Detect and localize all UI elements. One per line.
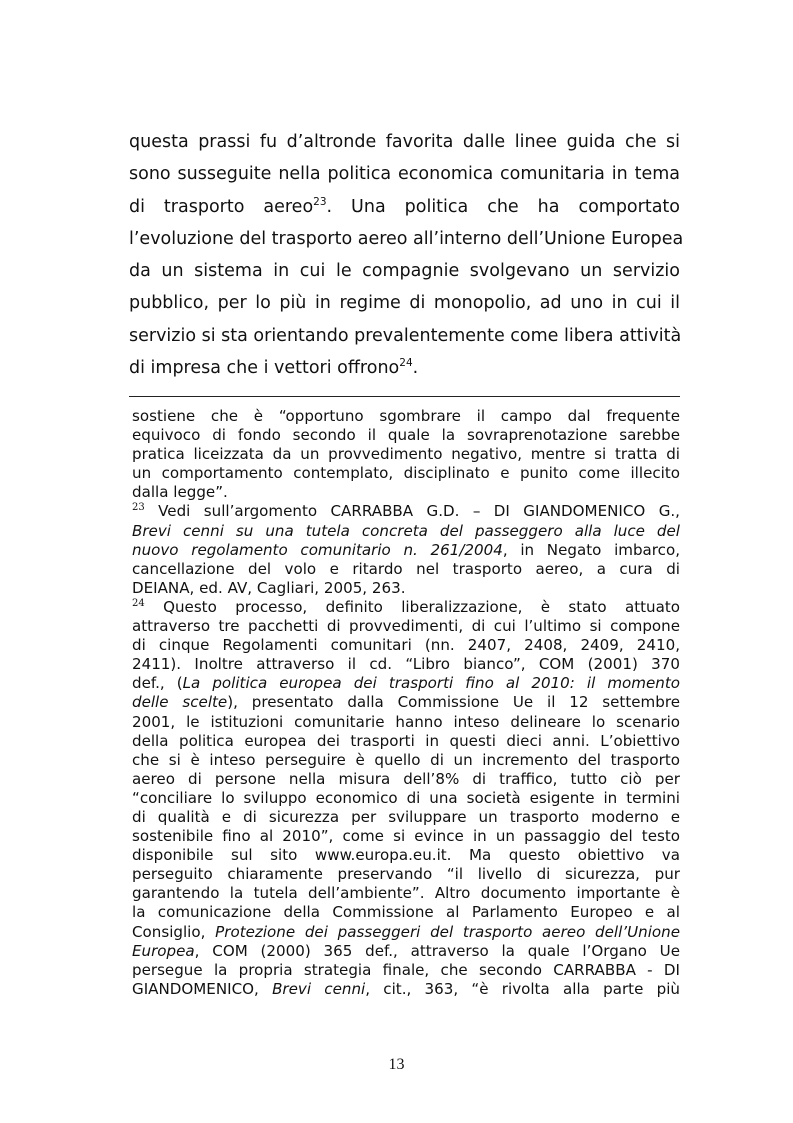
footnote-line: sostenibile fino al 2010”, come si evince in un passaggio del testo — [132, 827, 680, 846]
footnote-number: 24 — [132, 597, 145, 609]
footnote-continuation — [132, 407, 680, 502]
footnote-line: cancellazione del volo e ritardo nel trasporto aereo, a cura di — [132, 559, 680, 578]
footnote-line: DEIANA, ed. AV, Cagliari, 2005, 263. — [132, 578, 406, 597]
footnote-line: un comportamento contemplato, disciplinato e punito come illecito — [132, 464, 680, 483]
body-line: da un sistema in cui le compagnie svolgevano un servizio — [129, 261, 680, 282]
footnote-reference-23[interactable]: 23 — [313, 195, 327, 208]
body-line: l’evoluzione del trasporto aereo all’interno dell’Unione Europea — [129, 228, 684, 249]
body-line: di trasporto aereo$^{23}$. Una politica che ha comportato — [129, 195, 680, 217]
body-line: sono susseguite nella politica economica comunitaria in tema — [129, 164, 680, 185]
footnote-24 — [132, 598, 680, 999]
body-line: di impresa che i vettori offrono$^{24}$. — [129, 357, 419, 379]
footnote-line: GIANDOMENICO, Brevi cenni, cit., 363, “è rivolta alla parte più — [132, 979, 680, 998]
footnote-line: disponibile sul sito www.europa.eu.it. Ma questo obiettivo va — [132, 846, 680, 865]
footnote-line: la comunicazione della Commissione al Parlamento Europeo e al — [132, 903, 680, 922]
footnote-line: persegue la propria strategia finale, che secondo CARRABBA - DI — [132, 960, 680, 979]
footnote-line: Consiglio, Protezione dei passeggeri del trasporto aereo dell’Unione — [132, 922, 681, 941]
footnote-line: garantendo la tutela dell’ambiente”. Altro documento importante è — [132, 884, 680, 903]
footnote-line: di cinque Regolamenti comunitari (nn. 2407, 2408, 2409, 2410, — [132, 636, 680, 655]
footnote-line: 2001, le istituzioni comunitarie hanno inteso delineare lo scenario — [132, 712, 680, 731]
body-line: questa prassi fu d’altronde favorita dalle linee guida che si — [129, 132, 680, 152]
footnote-line: pratica liceizzata da un provvedimento negativo, mentre si tratta di — [132, 445, 680, 464]
footnote-line: di qualità e di sicurezza per sviluppare un trasporto moderno e — [132, 807, 680, 826]
footnote-number: 23 — [132, 502, 145, 514]
footnote-line: sostiene che è “opportuno sgombrare il campo dal frequente — [132, 407, 680, 425]
body-paragraph — [129, 126, 684, 384]
footnote-line: perseguito chiaramente preservando “il livello di sicurezza, pur — [132, 865, 680, 884]
footnote-line: aereo di persone nella misura dell’8% di traffico, tutto ciò per — [132, 769, 680, 788]
footnote-separator — [129, 396, 680, 397]
footnote-line: $^{24}$ Questo processo, definito liberalizzazione, è stato attuato — [132, 597, 680, 616]
footnote-line: “conciliare lo sviluppo economico di una società esigente in termini — [132, 788, 680, 807]
body-line: servizio si sta orientando prevalentemente come libera attività — [129, 325, 682, 346]
page-number: 13 — [388, 1056, 405, 1073]
body-line: pubblico, per lo più in regime di monopolio, ad uno in cui il — [129, 293, 680, 314]
footnote-line: della politica europea dei trasporti in questi dieci anni. L’obiettivo — [132, 731, 680, 750]
footnote-line: attraverso tre pacchetti di provvedimenti, di cui l’ultimo si compone — [132, 617, 680, 636]
footnote-line: Brevi cenni su una tutela concreta del passeggero alla luce del — [132, 521, 680, 540]
footnote-line: nuovo regolamento comunitario n. 261/2004, in Negato imbarco, — [132, 540, 680, 559]
footnote-reference-24[interactable]: 24 — [399, 357, 413, 370]
footnote-line: Europea, COM (2000) 365 def., attraverso la quale l’Organo Ue — [132, 941, 680, 960]
footnote-line: def., (La politica europea dei trasporti fino al 2010: il momento — [132, 674, 680, 693]
footnote-line: $^{23}$ Vedi sull’argomento CARRABBA G.D. – DI GIANDOMENICO G., — [132, 502, 680, 521]
footnote-line: 2411). Inoltre attraverso il cd. “Libro bianco”, COM (2001) 370 — [132, 655, 680, 674]
footnote-line: dalla legge”. — [132, 483, 228, 502]
footnotes-area — [132, 407, 680, 999]
footnote-line: equivoco di fondo secondo il quale la sovraprenotazione sarebbe — [132, 426, 680, 445]
footnote-line: delle scelte), presentato dalla Commissione Ue il 12 settembre — [132, 693, 680, 712]
footnote-line: che si è inteso perseguire è quello di un incremento del trasporto — [132, 750, 680, 769]
footnote-23 — [132, 502, 680, 597]
